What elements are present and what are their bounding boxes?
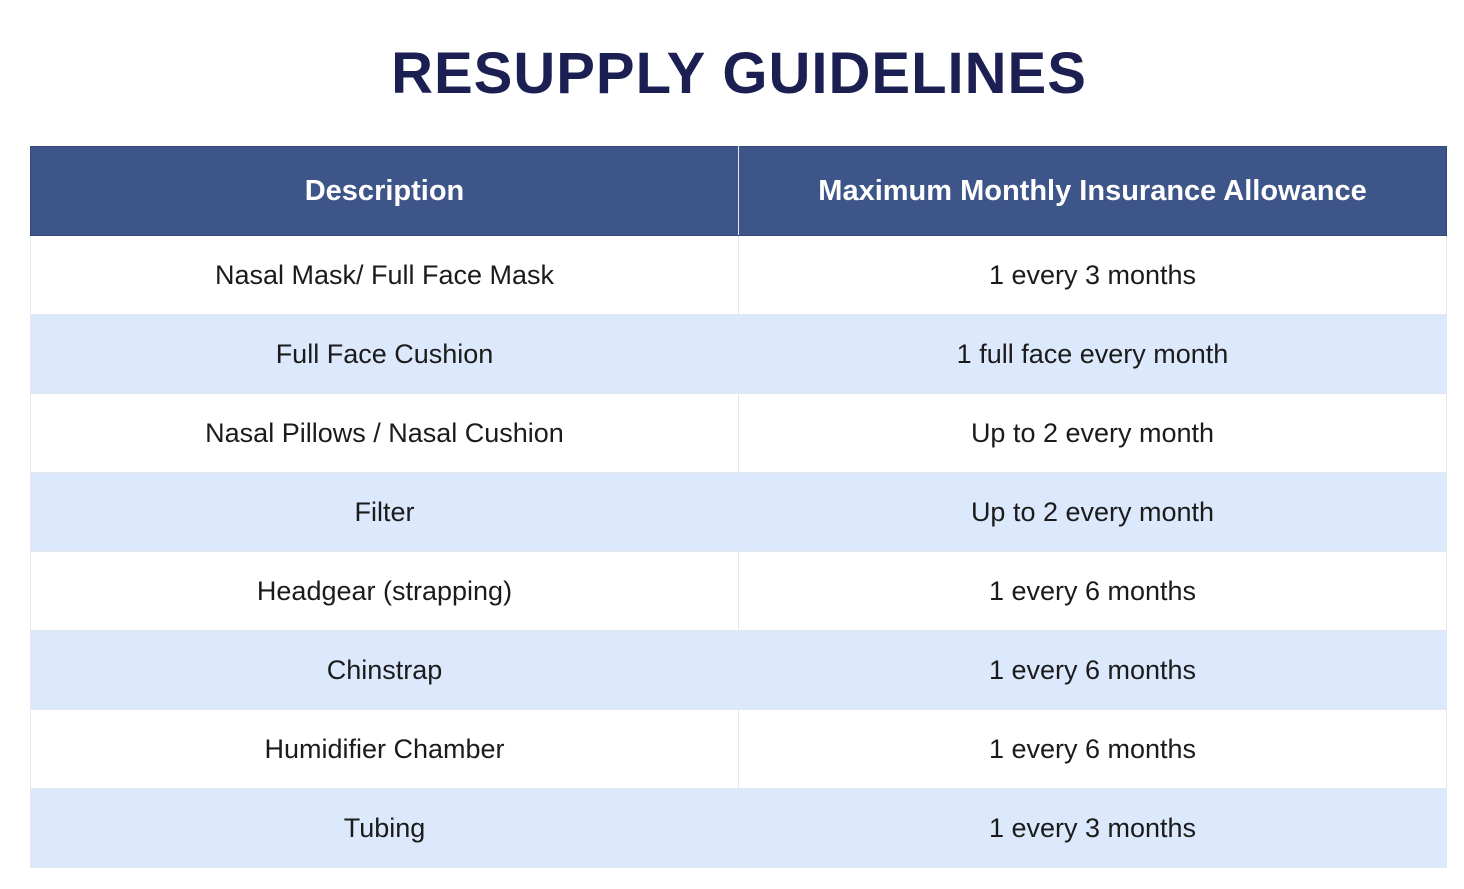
allowance-cell: 1 every 6 months: [739, 710, 1447, 789]
page-title: RESUPPLY GUIDELINES: [391, 41, 1087, 106]
allowance-cell: 1 every 3 months: [739, 789, 1447, 868]
table-row: [31, 631, 1447, 710]
column-header-allowance: Maximum Monthly Insurance Allowance: [739, 147, 1447, 236]
description-cell: Nasal Mask/ Full Face Mask: [31, 236, 739, 315]
table-row: [31, 789, 1447, 868]
allowance-cell: Up to 2 every month: [739, 473, 1447, 552]
table-row: [31, 710, 1447, 789]
allowance-cell: 1 every 3 months: [739, 236, 1447, 315]
table-row: [31, 315, 1447, 394]
description-cell: Headgear (strapping): [31, 552, 739, 631]
table-row: [31, 236, 1447, 315]
description-cell: Full Face Cushion: [31, 315, 739, 394]
description-cell: Chinstrap: [31, 631, 739, 710]
description-cell: Nasal Pillows / Nasal Cushion: [31, 394, 739, 473]
table-header-row: [31, 147, 1447, 236]
allowance-cell: 1 full face every month: [739, 315, 1447, 394]
table-row: [31, 394, 1447, 473]
allowance-cell: 1 every 6 months: [739, 552, 1447, 631]
allowance-cell: Up to 2 every month: [739, 394, 1447, 473]
description-cell: Filter: [31, 473, 739, 552]
description-cell: Humidifier Chamber: [31, 710, 739, 789]
table-row: [31, 552, 1447, 631]
table-row: [31, 473, 1447, 552]
description-cell: Tubing: [31, 789, 739, 868]
resupply-table: [30, 146, 1447, 868]
allowance-cell: 1 every 6 months: [739, 631, 1447, 710]
column-header-description: Description: [31, 147, 739, 236]
